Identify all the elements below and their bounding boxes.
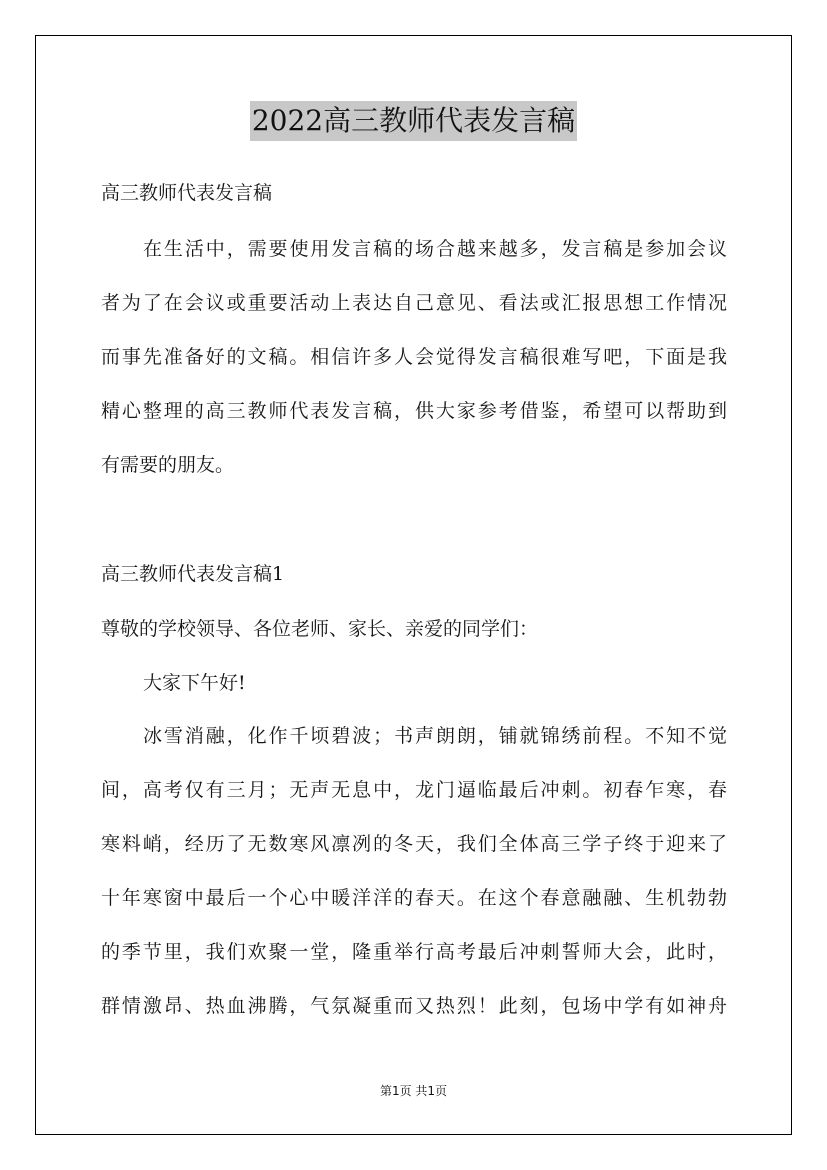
intro-line-3: 而事先准备好的文稿。相信许多人会觉得发言稿很难写吧，下面是我: [101, 346, 727, 368]
body-line-6: 群情激昂、热血沸腾，气氛凝重而又热烈！此刻，包场中学有如神舟: [101, 995, 727, 1017]
body-line-5: 的季节里，我们欢聚一堂，隆重举行高考最后冲刺誓师大会，此时，: [101, 941, 727, 963]
subtitle: 高三教师代表发言稿: [101, 182, 273, 204]
intro-line-5: 有需要的朋友。: [101, 454, 235, 476]
body-line-2: 间，高考仅有三月；无声无息中，龙门逼临最后冲刺。初春乍寒，春: [101, 779, 727, 801]
title-container: [0, 101, 827, 141]
body-line-3: 寒料峭，经历了无数寒风凛冽的冬天，我们全体高三学子终于迎来了: [101, 833, 727, 855]
body-line-1: 冰雪消融，化作千顷碧波；书声朗朗，铺就锦绣前程。不知不觉: [143, 725, 727, 747]
salutation: 尊敬的学校领导、各位老师、家长、亲爱的同学们：: [101, 618, 539, 640]
greeting: 大家下午好!: [143, 672, 246, 694]
intro-line-1: 在生活中，需要使用发言稿的场合越来越多，发言稿是参加会议: [143, 238, 727, 260]
body-line-4: 十年寒窗中最后一个心中暖洋洋的春天。在这个春意融融、生机勃勃: [101, 887, 727, 909]
page-footer: 第1页 共1页: [379, 1084, 448, 1098]
document-title: 2022高三教师代表发言稿: [250, 101, 577, 141]
section-heading: 高三教师代表发言稿1: [101, 563, 285, 585]
intro-line-2: 者为了在会议或重要活动上表达自己意见、看法或汇报思想工作情况: [101, 292, 727, 314]
intro-line-4: 精心整理的高三教师代表发言稿，供大家参考借鉴，希望可以帮助到: [101, 400, 727, 422]
